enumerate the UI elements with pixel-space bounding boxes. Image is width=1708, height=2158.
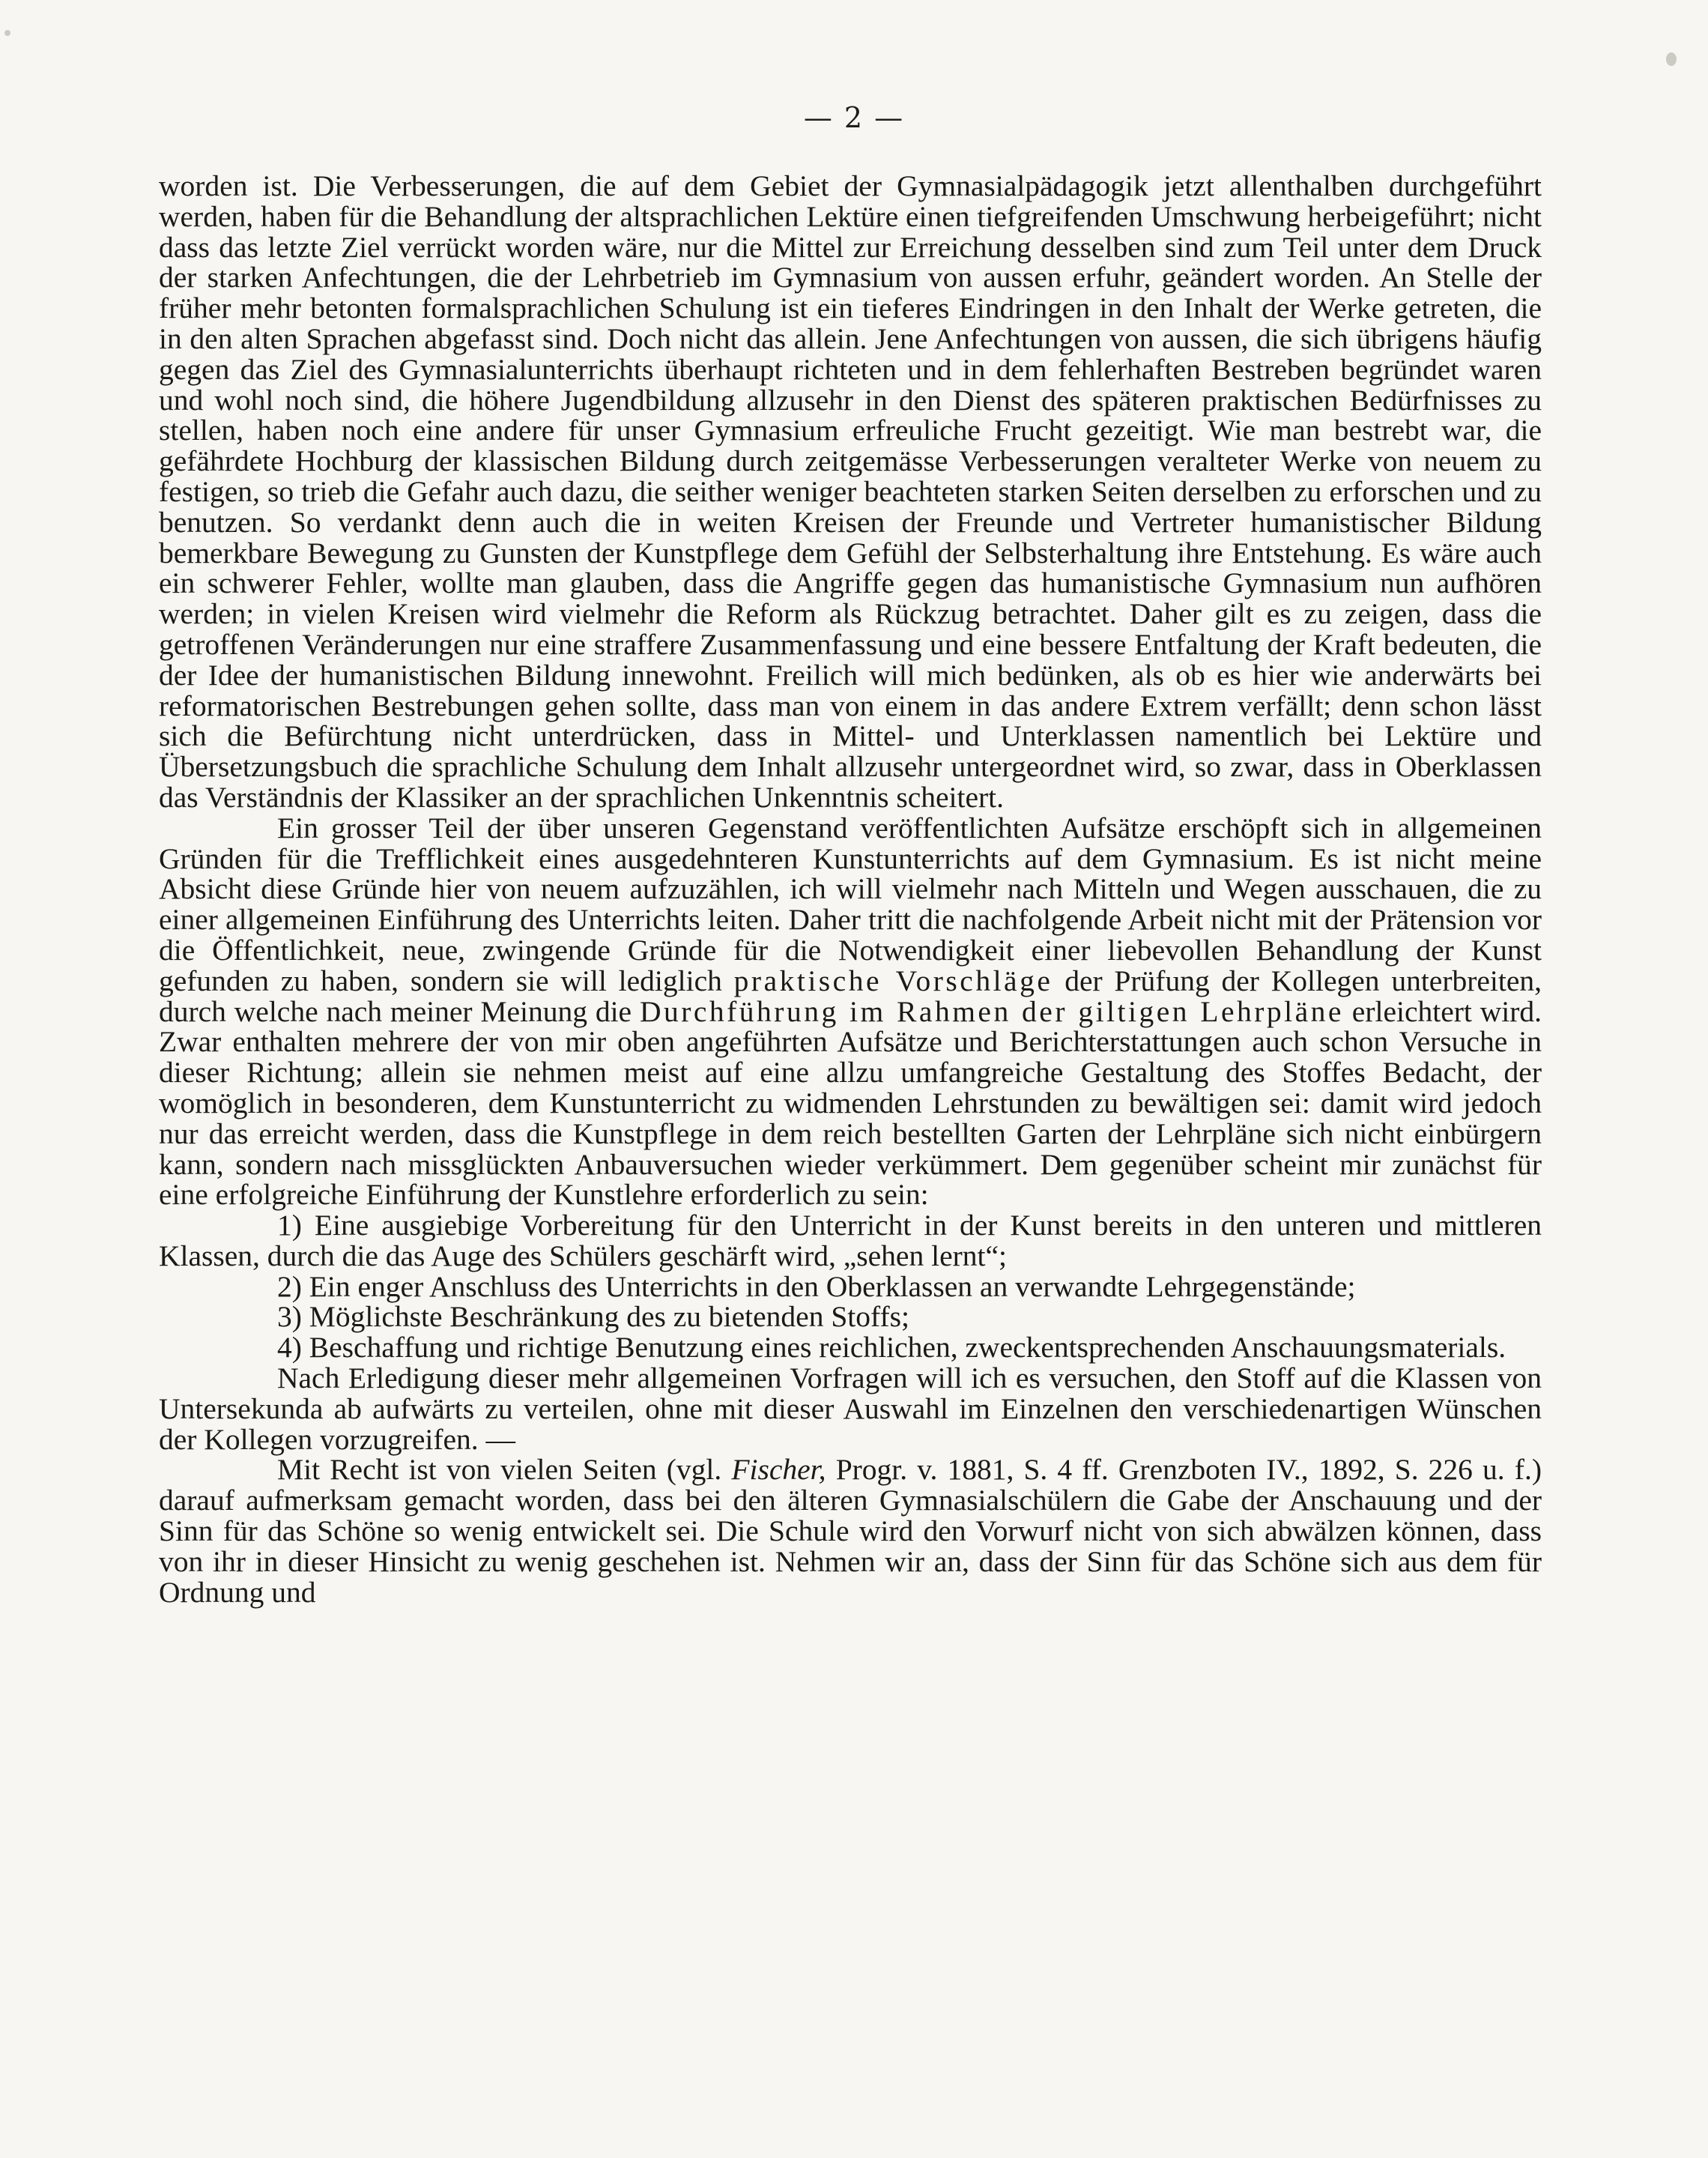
paragraph-2-text: Ein grosser Teil der über unseren Gegenstand veröffentlichten Aufsätze erschöpft sich in allgemeinen Gründen für die Trefflichkeit eines ausgedehnteren Kunstunterrichts auf dem Gymnasium. Es ist nicht meine Absicht diese Gründe hier von neuem aufzuzählen, ich will vielmehr nach Mitteln und Wegen ausschauen, die zu einer allgemeinen Einführung des Unterrichts leiten. Daher tritt die nachfolgende Arbeit nicht mit der Prätension vor die Öffentlichkeit, neue, zwingende Gründe für die Notwendigkeit einer liebevollen Behandlung der Kunst gefunden zu haben, sondern sie will lediglich (159, 811, 1542, 997)
paper-speck (4, 30, 10, 36)
list-item: 1) Eine ausgiebige Vorbereitung für den Unterricht in der Kunst bereits in den unteren und mittleren Klassen, durch die das Auge des Schülers geschärft wird, „sehen lernt“; (159, 1209, 1542, 1272)
paragraph-after-list: Nach Erledigung dieser mehr allgemeinen Vorfragen will ich es versuchen, den Stoff auf die Klassen von Untersekunda ab aufwärts zu verteilen, ohne mit dieser Auswahl im Einzelnen den verschiedenartigen Wünschen der Kollegen vorzugreifen. — (159, 1361, 1542, 1456)
paragraph-2 (159, 813, 1542, 1210)
paragraph-1: worden ist. Die Verbesserungen, die auf dem Gebiet der Gymnasialpädagogik jetzt allenthalben durchgeführt werden, haben für die Behandlung der altsprachlichen Lektüre einen tiefgreifenden Umschwung herbeigeführt; nicht dass das letzte Ziel verrückt worden wäre, nur die Mittel zur Erreichung desselben sind zum Teil unter dem Druck der starken Anfechtungen, die der Lehrbetrieb im Gymnasium von aussen erfuhr, geändert worden. An Stelle der früher mehr betonten formalsprachlichen Schulung ist ein tieferes Eindringen in den Inhalt der Werke getreten, die in den alten Sprachen abgefasst sind. Doch nicht das allein. Jene Anfechtungen von aussen, die sich übrigens häufig gegen das Ziel des Gymnasialunterrichts überhaupt richteten und in dem fehlerhaften Bestreben begründet waren und wohl noch sind, die höhere Jugendbildung allzusehr in den Dienst des späteren praktischen Bedürfnisses zu stellen, haben noch eine andere für unser Gymnasium erfreuliche Frucht gezeitigt. Wie man bestrebt war, die gefährdete Hochburg der klassischen Bildung durch zeitgemässe Verbesserungen veralteter Werke von neuem zu festigen, so trieb die Gefahr auch dazu, die seither weniger beachteten starken Seiten derselben zu erforschen und zu benutzen. So verdankt denn auch die in weiten Kreisen der Freunde und Vertreter humanistischer Bildung bemerkbare Bewegung zu Gunsten der Kunstpflege dem Gefühl der Selbsterhaltung ihre Entstehung. Es wäre auch ein schwerer Fehler, wollte man glauben, dass die Angriffe gegen das humanistische Gymnasium nun aufhören werden; in vielen Kreisen wird vielmehr die Reform als Rückzug betrachtet. Daher gilt es zu zeigen, dass die getroffenen Veränderungen nur eine straffere Zusammenfassung und eine bessere Entfaltung der Kraft bedeuten, die der Idee der humanistischen Bildung innewohnt. Freilich will mich bedünken, als ob es hier wie anderwärts bei reformatorischen Bestrebungen gehen sollte, dass man von einem in das andere Extrem verfällt; denn schon lässt sich die Befürchtung nicht unterdrücken, dass in Mittel- und Unterklassen namentlich bei Lektüre und Übersetzungsbuch die sprachliche Schulung dem Inhalt allzusehr untergeordnet wird, so zwar, dass in Oberklassen das Verständnis der Klassiker an der sprachlichen Unkenntnis scheitert. (159, 169, 1542, 814)
list-item: 3) Möglichste Beschränkung des zu bietenden Stoffs; (277, 1300, 909, 1334)
page-number: — 2 — (803, 101, 905, 134)
author-citation: Fischer, (731, 1453, 826, 1487)
body-text (159, 171, 1542, 1607)
emphasis-implementation: Durchführung im Rahmen der giltigen Lehrpläne (639, 994, 1344, 1028)
list-item: 4) Beschaffung und richtige Benutzung eines reichlichen, zweckentsprechenden Anschauungsmaterials. (277, 1331, 1506, 1364)
emphasis-practical-proposals: praktische Vorschläge (733, 964, 1053, 997)
paragraph-last (159, 1454, 1542, 1607)
list-item: 2) Ein enger Anschluss des Unterrichts in den Oberklassen an verwandte Lehrgegenstände; (277, 1269, 1356, 1303)
last-paragraph-start: Mit Recht ist von vielen Seiten (vgl. (277, 1453, 722, 1487)
paragraph-2-text-continued: der Prüfung der Kollegen unterbreiten, durch welche nach meiner Meinung die (159, 964, 1542, 1028)
paragraph-2-text-end: erleichtert wird. Zwar enthalten mehrere der von mir oben angeführten Aufsätze und Berichterstattungen auch schon Versuche in dieser Richtung; allein sie nehmen meist auf eine allzu umfangreiche Gestaltung des Stoffes Bedacht, der womöglich in besonderen, dem Kunstunterricht zu widmenden Lehrstunden zu bewältigen sei: damit wird jedoch nur das erreicht werden, dass die Kunstpflege in dem reich bestellten Garten der Lehrpläne sich nicht einbürgern kann, sondern nach missglückten Anbauversuchen wieder verkümmert. Dem gegenüber scheint mir zunächst für eine erfolgreiche Einführung der Kunstlehre erforderlich zu sein: (159, 994, 1542, 1212)
last-paragraph-rest: Progr. v. 1881, S. 4 ff. Grenzboten IV., 1892, S. 226 u. f.) darauf aufmerksam gemacht worden, dass bei den älteren Gymnasialschülern die Gabe der Anschauung und der Sinn für das Schöne so wenig entwickelt sei. Die Schule wird den Vorwurf nicht von sich abwälzen können, dass von ihr in dieser Hinsicht zu wenig geschehen ist. Nehmen wir an, dass der Sinn für das Schöne sich aus dem für Ordnung und (159, 1453, 1542, 1609)
paper-speck (1666, 52, 1677, 66)
